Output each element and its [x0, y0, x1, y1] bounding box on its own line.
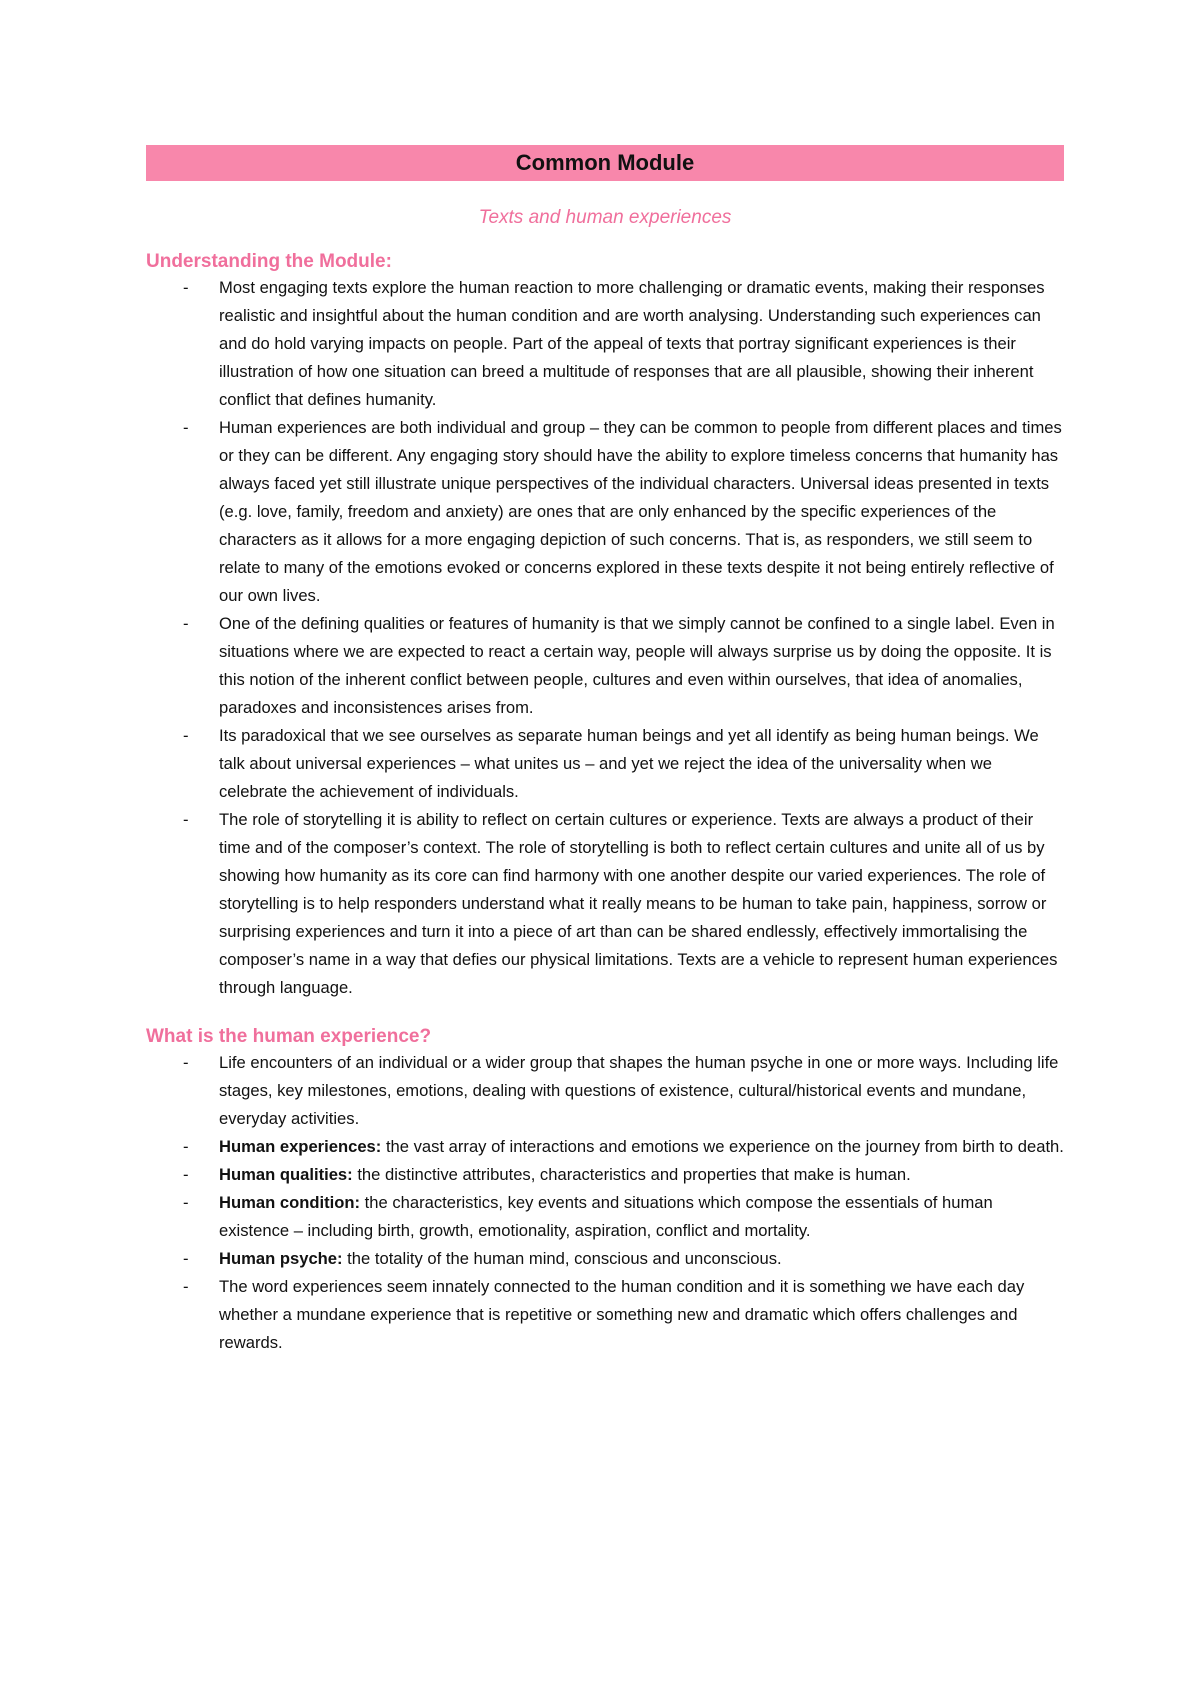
item-text: the vast array of interactions and emotions we experience on the journey from birth to death.: [381, 1137, 1064, 1156]
dash-bullet-icon: -: [183, 614, 189, 633]
list-item: [146, 610, 1064, 722]
document-subtitle: Texts and human experiences: [478, 207, 732, 228]
dash-bullet-icon: -: [183, 810, 189, 829]
section-heading: Understanding the Module:: [146, 251, 392, 272]
list-item: [146, 1189, 1064, 1245]
sections-container: [146, 251, 1064, 1357]
item-text: the distinctive attributes, characteristics and properties that make is human.: [352, 1165, 911, 1184]
dash-bullet-icon: -: [183, 726, 189, 745]
document-title: Common Module: [515, 150, 695, 175]
list-item: [146, 1133, 1064, 1161]
list-item: [146, 1049, 1064, 1133]
item-term: Human qualities:: [219, 1165, 353, 1184]
list-item: [146, 414, 1064, 610]
item-term: Human experiences:: [219, 1137, 382, 1156]
item-text: The role of storytelling it is ability to reflect on certain cultures or experience. Texts are always a product of their time and of the composer’s context. The role of storytelling is both to reflect certain cultures and unite all of us by showing how humanity as its core can find harmony with one another despite our varied experiences. The role of storytelling is to help responders understand what it really means to be human to take pain, happiness, sorrow or surprising experiences and turn it into a piece of art than can be shared endlessly, effectively immortalising the composer’s name in a way that defies our physical limitations. Texts are a vehicle to represent human experiences through language.: [219, 810, 1058, 997]
item-text: One of the defining qualities or features of humanity is that we simply cannot be confined to a single label. Even in situations where we are expected to react a certain way, people will always surprise us by doing the opposite. It is this notion of the inherent conflict between people, cultures and even within ourselves, that idea of anomalies, paradoxes and inconsistences arises from.: [219, 614, 1055, 717]
item-term: Human condition:: [219, 1193, 361, 1212]
list-item: [146, 722, 1064, 806]
dash-bullet-icon: -: [183, 278, 189, 297]
item-text: Human experiences are both individual and group – they can be common to people from different places and times or they can be different. Any engaging story should have the ability to explore timeless concerns that humanity has always faced yet still illustrate unique perspectives of the individual characters. Universal ideas presented in texts (e.g. love, family, freedom and anxiety) are ones that are only enhanced by the specific experiences of the characters as it allows for a more engaging depiction of such concerns. That is, as responders, we still seem to relate to many of the emotions evoked or concerns explored in these texts despite it not being entirely reflective of our own lives.: [219, 418, 1062, 605]
item-term: Human psyche:: [219, 1249, 343, 1268]
section-heading: What is the human experience?: [146, 1026, 432, 1047]
dash-bullet-icon: -: [183, 418, 189, 437]
list-item: [146, 274, 1064, 414]
dash-bullet-icon: -: [183, 1193, 189, 1212]
dash-bullet-icon: -: [183, 1053, 189, 1072]
dash-bullet-icon: -: [183, 1277, 189, 1296]
dash-bullet-icon: -: [183, 1165, 189, 1184]
list-item: [146, 806, 1064, 1002]
item-text: the characteristics, key events and situations which compose the essentials of human existence – including birth, growth, emotionality, aspiration, conflict and mortality.: [219, 1193, 993, 1240]
bullet-list: [146, 274, 1064, 1002]
bullet-list: [146, 1049, 1064, 1357]
dash-bullet-icon: -: [183, 1137, 189, 1156]
list-item: [146, 1161, 1064, 1189]
item-text: Its paradoxical that we see ourselves as separate human beings and yet all identify as being human beings. We talk about universal experiences – what unites us – and yet we reject the idea of the universality when we celebrate the achievement of individuals.: [219, 726, 1039, 801]
dash-bullet-icon: -: [183, 1249, 189, 1268]
list-item: [146, 1245, 1064, 1273]
item-text: The word experiences seem innately connected to the human condition and it is something we have each day whether a mundane experience that is repetitive or something new and dramatic which offers challenges and rewards.: [219, 1277, 1025, 1352]
title-bar: [146, 145, 1064, 181]
item-text: Life encounters of an individual or a wider group that shapes the human psyche in one or more ways. Including life stages, key milestones, emotions, dealing with questions of existence, cultural/historical events and mundane, everyday activities.: [219, 1053, 1059, 1128]
list-item: [146, 1273, 1064, 1357]
item-text: Most engaging texts explore the human reaction to more challenging or dramatic events, making their responses realistic and insightful about the human condition and are worth analysing. Understanding such experiences can and do hold varying impacts on people. Part of the appeal of texts that portray significant experiences is their illustration of how one situation can breed a multitude of responses that are all plausible, showing their inherent conflict that defines humanity.: [219, 278, 1045, 409]
item-text: the totality of the human mind, conscious and unconscious.: [342, 1249, 782, 1268]
document-page: [146, 145, 1064, 1357]
